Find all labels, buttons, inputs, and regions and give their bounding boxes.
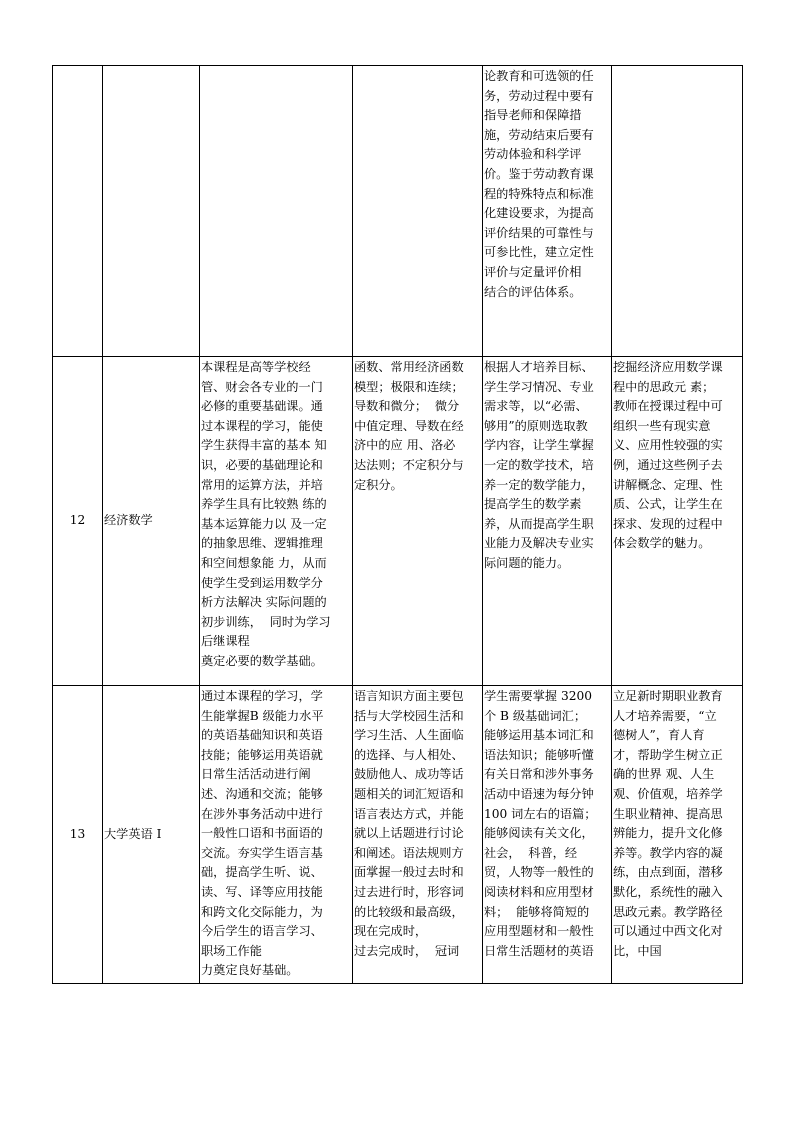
cell-text-line: 析方法解决 实际问题的 <box>201 595 327 610</box>
cell-text-line: 和跨文化交际能力，为 <box>201 904 323 919</box>
cell-text-line: 才，帮助学生树立正 <box>613 747 723 762</box>
cell-text-line: 管、财会各专业的一门 <box>201 379 323 394</box>
cell-text-line: 个 B 级基础词汇； <box>484 708 587 723</box>
cell-text-line: 一定的数学技术，培 <box>484 457 594 472</box>
course-name: 经济数学 <box>103 357 200 686</box>
cell-text-line: 通过本课程的学习，学 <box>201 689 323 703</box>
cell-text-line: 练，由点到面，潜移 <box>613 865 723 880</box>
teaching-requirements <box>483 66 612 357</box>
cell-text-line: 鼓励他人、成功等话 <box>354 767 464 782</box>
cell-text-line: 在涉外事务活动中进行 <box>201 806 323 821</box>
table-row <box>53 686 743 984</box>
cell-text-line: 程的特殊特点和标准 <box>484 186 594 201</box>
cell-text-line: 根据人才培养目标、 <box>484 360 594 374</box>
cell-text-line: 需求等，以“必需、 <box>484 399 588 414</box>
cell-text-line: 面掌握一般过去时和 <box>354 865 464 880</box>
cell-text-line: 贸，人物等一般性的 <box>484 865 594 880</box>
cell-text-line: 就以上话题进行讨论 <box>354 826 464 841</box>
course-table <box>52 65 743 984</box>
cell-text-line: 常用的运算方法，并培 <box>201 477 323 492</box>
cell-text-line: 挖掘经济应用数学课 <box>613 360 723 374</box>
cell-text-line: 劳动体验和科学评 <box>484 147 582 162</box>
cell-text-line: 评价与定量评价相 <box>484 264 582 279</box>
teaching-requirements <box>483 686 612 984</box>
cell-text-line: 论教育和可选领的任 <box>484 69 594 83</box>
cell-text-line: 职场工作能 <box>201 943 262 958</box>
cell-text-line: 提高学生的数学素 <box>484 497 582 512</box>
teaching-requirements <box>483 357 612 686</box>
table-row <box>53 66 743 357</box>
cell-text-line: 题相关的词汇短语和 <box>354 786 464 801</box>
cell-text-line: 业能力及解决专业实 <box>484 536 594 551</box>
cell-text-line: 默化，系统性的融入 <box>613 884 723 899</box>
cell-text-line: 有关日常和涉外事务 <box>484 767 594 782</box>
cell-text-line: 学内容，让学生掌握 <box>484 438 594 453</box>
course-number: 12 <box>53 357 103 686</box>
cell-text-line: 生能掌握B 级能力水平 <box>201 708 324 723</box>
cell-text-line: 济中的应 用、洛必 <box>354 438 456 453</box>
cell-text-line: 今后学生的语言学习、 <box>201 924 323 939</box>
course-number <box>53 66 103 357</box>
table-row <box>53 357 743 686</box>
cell-text-line: 技能；能够运用英语就 <box>201 747 323 762</box>
cell-text-line: 质、公式，让学生在 <box>613 497 723 512</box>
cell-text-line: 基本运算能力以 及一定 <box>201 516 327 531</box>
cell-text-line: 识，必要的基础理论和 <box>201 457 323 472</box>
cell-text-line: 教师在授课过程中可 <box>613 399 723 414</box>
cell-text-line: 的抽象思维、逻辑推理 <box>201 536 323 551</box>
course-content <box>353 357 483 686</box>
cell-text-line: 奠定必要的数学基础。 <box>201 653 323 668</box>
cell-text-line: 体会数学的魅力。 <box>613 536 711 551</box>
cell-text-line: 应用型题材和一般性 <box>484 924 594 939</box>
cell-text-line: 讲解概念、定理、性 <box>613 477 723 492</box>
cell-text-line: 过去完成时， 冠词 <box>354 943 460 958</box>
cell-text-line: 价。鉴于劳动教育课 <box>484 166 594 181</box>
cell-text-line: 读、写、译等应用技能 <box>201 884 323 899</box>
cell-text-line: 阅读材料和应用型材 <box>484 884 594 899</box>
cell-text-line: 可以通过中西文化对 <box>613 924 723 939</box>
cell-text-line: 结合的评估体系。 <box>484 284 582 299</box>
cell-text-line: 学生获得丰富的基本 知 <box>201 438 327 453</box>
cell-text-line: 现在完成时， <box>354 924 428 939</box>
cell-text-line: 比，中国 <box>613 943 662 958</box>
cell-text-line: 导数和微分； 微分 <box>354 399 460 414</box>
cell-text-line: 生职业精神、提高思 <box>613 806 723 821</box>
course-number: 13 <box>53 686 103 984</box>
cell-text-line: 社会， 科普，经 <box>484 845 578 860</box>
cell-text-line: 一般性口语和书面语的 <box>201 826 323 841</box>
cell-text-line: 本课程是高等学校经 <box>201 360 311 374</box>
cell-text-line: 100 词左右的语篇； <box>484 806 597 821</box>
cell-text-line: 模型；极限和连续； <box>354 379 464 394</box>
cell-text-line: 过本课程的学习，能使 <box>201 418 323 433</box>
cell-text-line: 力奠定良好基础。 <box>201 963 299 978</box>
cell-text-line: 养学生具有比较熟 练的 <box>201 497 327 512</box>
cell-text-line: 养等。教学内容的凝 <box>613 845 723 860</box>
course-objectives <box>200 686 353 984</box>
ideology-elements <box>612 66 743 357</box>
cell-text-line: 例，通过这些例子去 <box>613 457 723 472</box>
cell-text-line: 能够阅读有关文化， <box>484 826 594 841</box>
course-objectives <box>200 66 353 357</box>
cell-text-line: 组织一些有现实意 <box>613 418 711 433</box>
cell-text-line: 括与大学校园生活和 <box>354 708 464 723</box>
cell-text-line: 学生需要掌握 3200 <box>484 689 593 703</box>
cell-text-line: 评价结果的可靠性与 <box>484 225 594 240</box>
cell-text-line: 语言知识方面主要包 <box>354 689 464 703</box>
cell-text-line: 观、价值观，培养学 <box>613 786 723 801</box>
cell-text-line: 后继课程 <box>201 634 250 649</box>
cell-text-line: 够用”的原则选取教 <box>484 418 588 433</box>
cell-text-line: 程中的思政元 素； <box>613 379 715 394</box>
ideology-elements <box>612 686 743 984</box>
cell-text-line: 日常生活题材的英语 <box>484 943 594 958</box>
cell-text-line: 料； 能够将简短的 <box>484 904 590 919</box>
cell-text-line: 探求、发现的过程中 <box>613 516 723 531</box>
cell-text-line: 必修的重要基础课。通 <box>201 399 323 414</box>
ideology-elements <box>612 357 743 686</box>
cell-text-line: 义、应用性较强的实 <box>613 438 723 453</box>
cell-text-line: 德树人”，育人育 <box>613 728 705 743</box>
cell-text-line: 和空间想象能 力，从而 <box>201 555 327 570</box>
course-objectives <box>200 357 353 686</box>
cell-text-line: 养一定的数学能力， <box>484 477 594 492</box>
cell-text-line: 能够运用基本词汇和 <box>484 728 594 743</box>
cell-text-line: 活动中语速为每分钟 <box>484 786 594 801</box>
cell-text-line: 达法则；不定积分与 <box>354 457 464 472</box>
cell-text-line: 学生学习情况、专业 <box>484 379 594 394</box>
cell-text-line: 中值定理、导数在经 <box>354 418 464 433</box>
course-name: 大学英语 I <box>103 686 200 984</box>
course-name <box>103 66 200 357</box>
cell-text-line: 的比较级和最高级， <box>354 904 464 919</box>
cell-text-line: 学习生活、人生面临 <box>354 728 464 743</box>
cell-text-line: 础，提高学生听、说、 <box>201 865 323 880</box>
course-content <box>353 66 483 357</box>
cell-text-line: 际问题的能力。 <box>484 555 570 570</box>
cell-text-line: 立足新时期职业教育 <box>613 689 723 703</box>
cell-text-line: 过去进行时，形容词 <box>354 884 464 899</box>
cell-text-line: 使学生受到运用数学分 <box>201 575 323 590</box>
cell-text-line: 和阐述。语法规则方 <box>354 845 464 860</box>
cell-text-line: 指导老师和保障措 <box>484 108 582 123</box>
course-content <box>353 686 483 984</box>
cell-text-line: 述、沟通和交流；能够 <box>201 786 323 801</box>
cell-text-line: 思政元素。教学路径 <box>613 904 723 919</box>
cell-text-line: 务，劳动过程中要有 <box>484 88 594 103</box>
cell-text-line: 语法知识；能够听懂 <box>484 747 594 762</box>
cell-text-line: 辨能力，提升文化修 <box>613 826 723 841</box>
cell-text-line: 语言表达方式，并能 <box>354 806 464 821</box>
cell-text-line: 交流。夯实学生语言基 <box>201 845 323 860</box>
cell-text-line: 确的世界 观、人生 <box>613 767 715 782</box>
cell-text-line: 可参比性，建立定性 <box>484 245 594 260</box>
cell-text-line: 施，劳动结束后要有 <box>484 127 594 142</box>
cell-text-line: 的英语基础知识和英语 <box>201 728 323 743</box>
cell-text-line: 人才培养需要，“立 <box>613 708 717 723</box>
cell-text-line: 的选择、与人相处、 <box>354 747 464 762</box>
cell-text-line: 日常生活活动进行阐 <box>201 767 311 782</box>
cell-text-line: 初步训练， 同时为学习 <box>201 614 331 629</box>
cell-text-line: 化建设要求，为提高 <box>484 206 594 221</box>
cell-text-line: 定积分。 <box>354 477 403 492</box>
cell-text-line: 函数、常用经济函数 <box>354 360 464 374</box>
cell-text-line: 养，从而提高学生职 <box>484 516 594 531</box>
